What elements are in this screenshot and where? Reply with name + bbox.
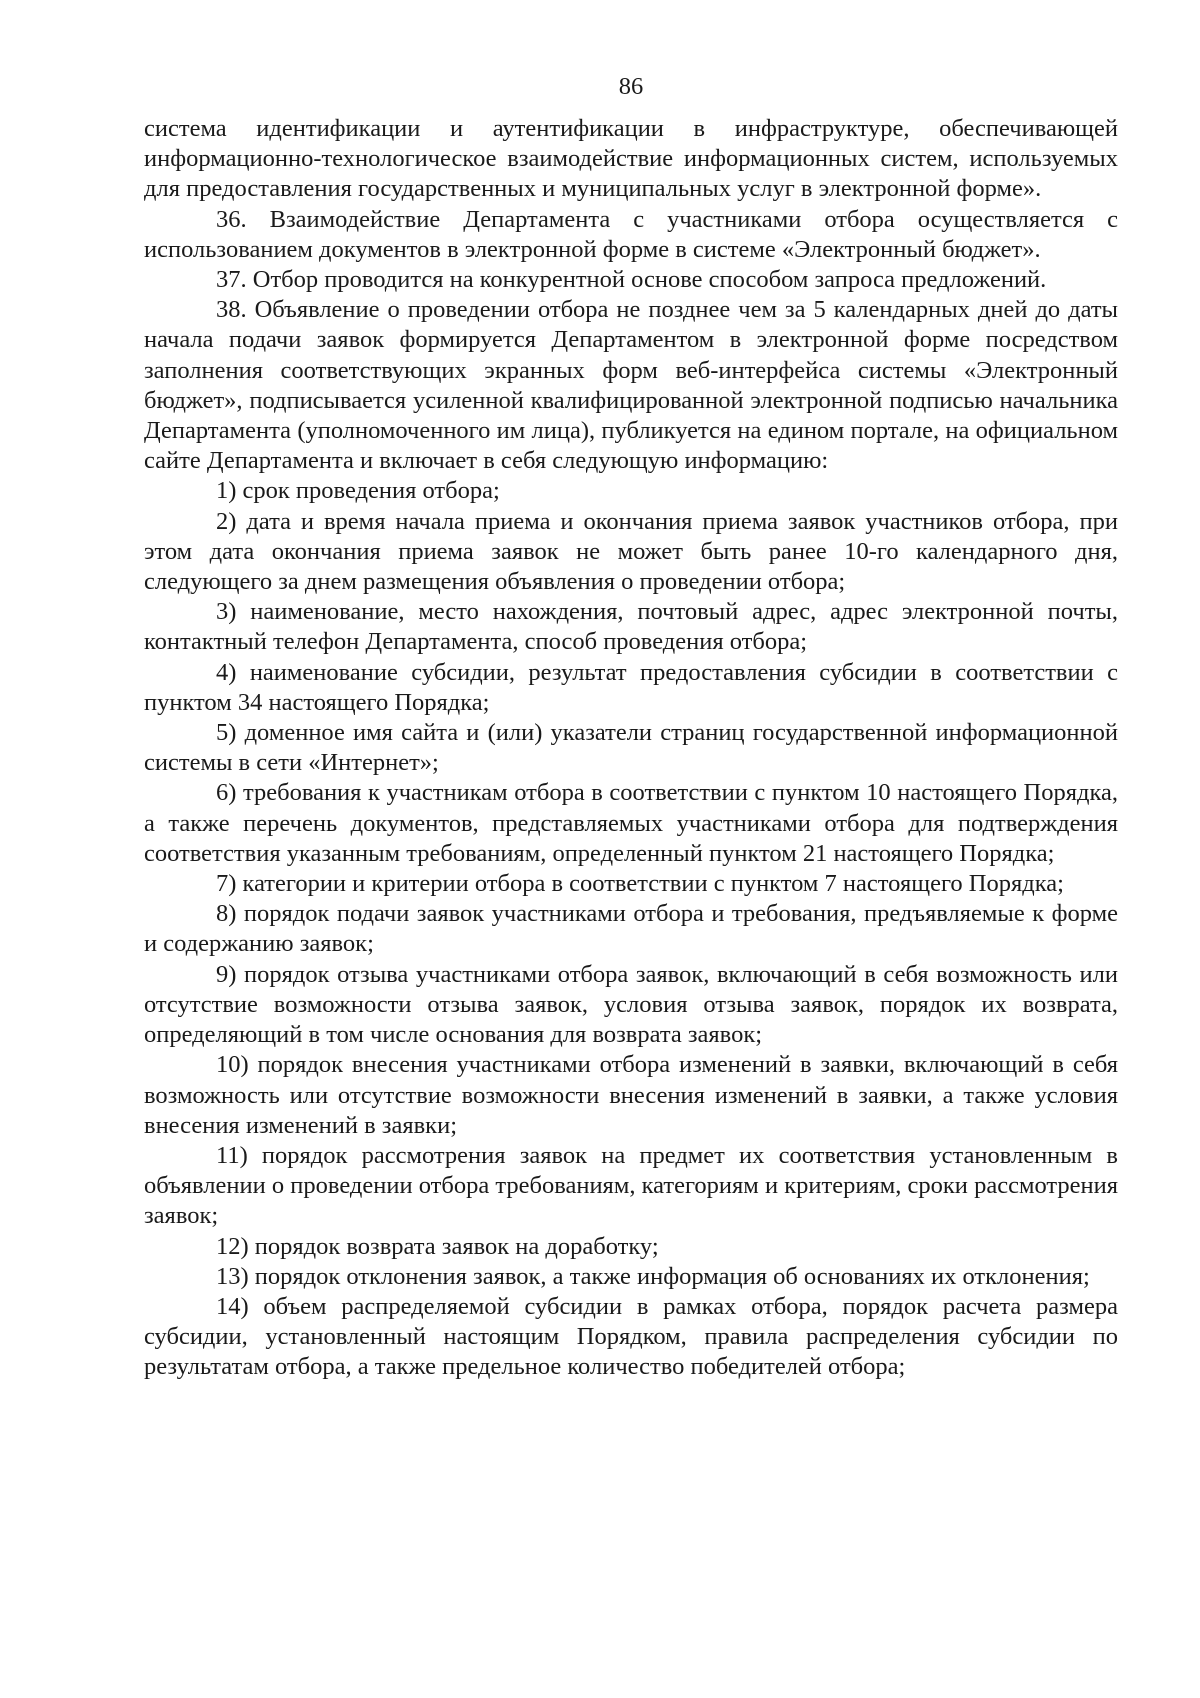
list-item-8: 8) порядок подачи заявок участниками отбора и требования, предъявляемые к форме и содержанию заявок;: [144, 900, 1118, 958]
page-number: 86: [618, 73, 644, 100]
paragraph-38: 38. Объявление о проведении отбора не позднее чем за 5 календарных дней до даты начала подачи заявок формируется Департаментом в электронной форме посредством заполнения соответствующих экранных форм веб-интерфейса системы «Электронный бюджет», подписывается усиленной квалифицированной электронной подписью начальника Департамента (уполномоченного им лица), публикуется на едином портале, на официальном сайте Департамента и включает в себя следующую информацию:: [144, 296, 1118, 475]
list-item-1: 1) срок проведения отбора;: [216, 477, 500, 505]
list-item-13: 13) порядок отклонения заявок, а также информация об основаниях их отклонения;: [216, 1262, 1090, 1290]
list-item-9: 9) порядок отзыва участниками отбора заявок, включающий в себя возможность или отсутствие возможности отзыва заявок, условия отзыва заявок, порядок их возврата, определяющий в том числе основания для возврата заявок;: [144, 960, 1118, 1049]
list-item-3: 3) наименование, место нахождения, почтовый адрес, адрес электронной почты, контактный телефон Департамента, способ проведения отбора;: [144, 598, 1118, 656]
paragraph-37: 37. Отбор проводится на конкурентной основе способом запроса предложений.: [216, 266, 1047, 294]
document-page: [144, 72, 1118, 1383]
paragraph-36: 36. Взаимодействие Департамента с участниками отбора осуществляется с использованием документов в электронной форме в системе «Электронный бюджет».: [144, 205, 1118, 263]
list-item-5: 5) доменное имя сайта и (или) указатели страниц государственной информационной системы в сети «Интернет»;: [144, 719, 1118, 777]
paragraph-continuation: система идентификации и аутентификации в инфраструктуре, обеспечивающей информационно-технологическое взаимодействие информационных систем, используемых для предоставления государственных и муниципальных услуг в электронной форме».: [144, 115, 1118, 203]
list-item-11: 11) порядок рассмотрения заявок на предмет их соответствия установленным в объявлении о проведении отбора требованиям, категориям и критериям, сроки рассмотрения заявок;: [144, 1141, 1118, 1230]
list-item-7: 7) категории и критерии отбора в соответствии с пунктом 7 настоящего Порядка;: [216, 870, 1064, 898]
list-item-14: 14) объем распределяемой субсидии в рамках отбора, порядок расчета размера субсидии, установленный настоящим Порядком, правила распределения субсидии по результатам отбора, а также предельное количество победителей отбора;: [144, 1292, 1118, 1381]
list-item-12: 12) порядок возврата заявок на доработку;: [216, 1232, 659, 1260]
list-item-2: 2) дата и время начала приема и окончания приема заявок участников отбора, при этом дата окончания приема заявок не может быть ранее 10-го календарного дня, следующего за днем размещения объявления о проведении отбора;: [144, 507, 1118, 596]
list-item-4: 4) наименование субсидии, результат предоставления субсидии в соответствии с пунктом 34 настоящего Порядка;: [144, 658, 1118, 716]
list-item-10: 10) порядок внесения участниками отбора изменений в заявки, включающий в себя возможность или отсутствие возможности внесения изменений в заявки, а также условия внесения изменений в заявки;: [144, 1051, 1118, 1139]
list-item-6: 6) требования к участникам отбора в соответствии с пунктом 10 настоящего Порядка, а также перечень документов, представляемых участниками отбора для подтверждения соответствия указанным требованиям, определенный пунктом 21 настоящего Порядка;: [144, 779, 1118, 867]
